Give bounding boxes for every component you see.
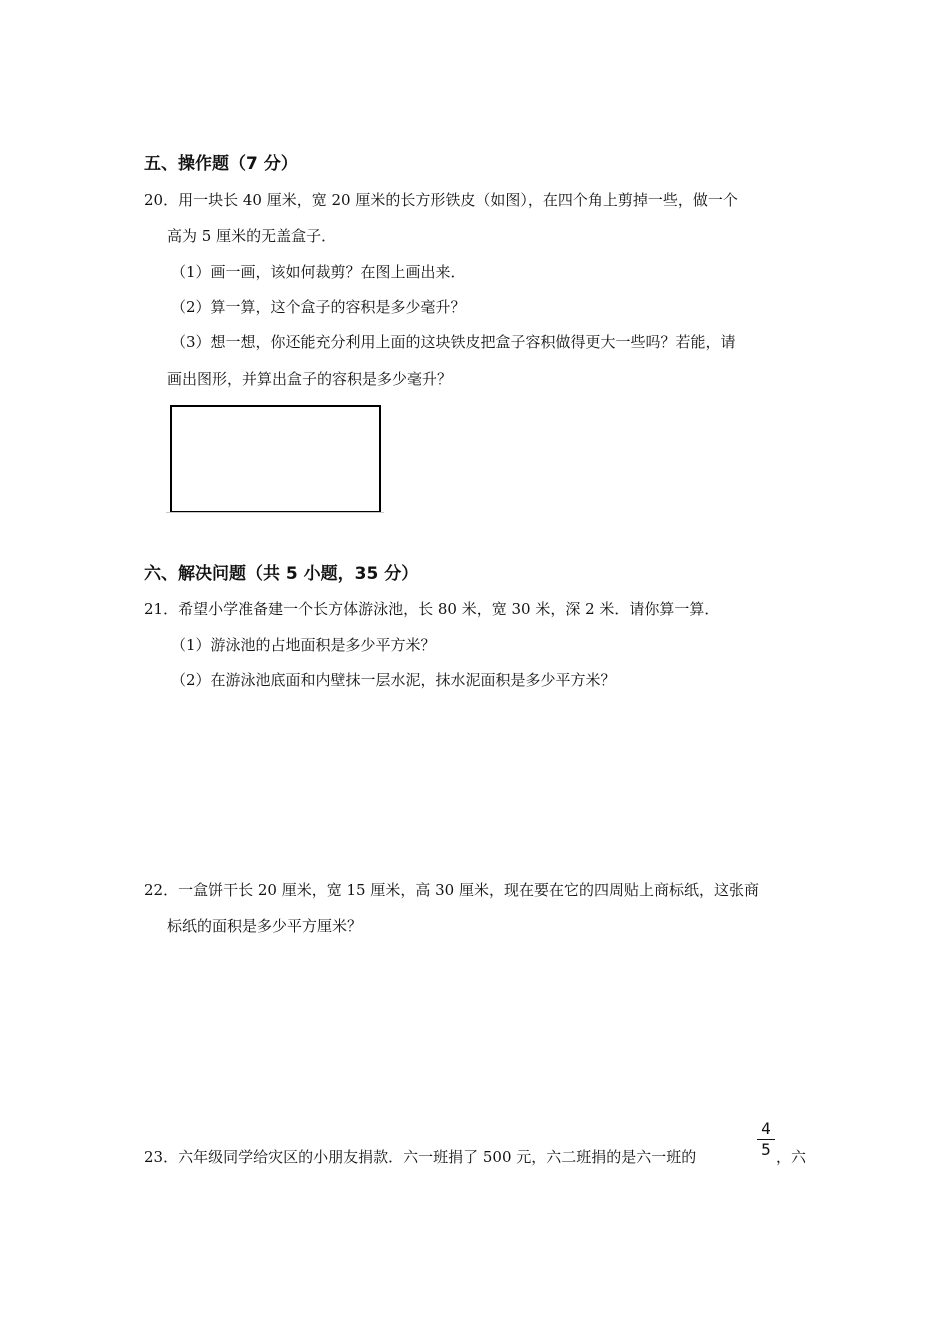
q20-sub3-line2: 画出图形，并算出盒子的容积是多少毫升？ bbox=[167, 370, 453, 388]
q23-line1: 23．六年级同学给灾区的小朋友捐款．六一班捐了 500 元，六二班捐的是六一班的 bbox=[144, 1148, 697, 1166]
q21-line1: 21．希望小学准备建一个长方体游泳池，长 80 米，宽 30 米，深 2 米．请你算一算． bbox=[144, 600, 720, 618]
q20-line2: 高为 5 厘米的无盖盒子． bbox=[167, 227, 337, 245]
q22-line2: 标纸的面积是多少平方厘米？ bbox=[167, 917, 363, 935]
q23-fraction bbox=[757, 1120, 775, 1159]
iron-sheet-rectangle-figure bbox=[170, 405, 381, 513]
fraction-denominator: 5 bbox=[761, 1140, 771, 1159]
figure-baseline bbox=[166, 512, 384, 513]
section-5-title: 五、操作题（7 分） bbox=[144, 154, 298, 174]
q21-sub1: （1）游泳池的占地面积是多少平方米？ bbox=[171, 636, 436, 654]
q20-sub1: （1）画一画，该如何裁剪？在图上画出来． bbox=[171, 263, 466, 281]
q22-line1: 22．一盒饼干长 20 厘米，宽 15 厘米，高 30 厘米，现在要在它的四周贴上商标纸，这张商 bbox=[144, 881, 759, 899]
q23-line1-tail: ，六 bbox=[776, 1148, 807, 1166]
fraction-numerator: 4 bbox=[761, 1119, 771, 1138]
q20-sub3-line1: （3）想一想，你还能充分利用上面的这块铁皮把盒子容积做得更大一些吗？若能，请 bbox=[171, 333, 736, 351]
q20-sub2: （2）算一算，这个盒子的容积是多少毫升？ bbox=[171, 298, 466, 316]
q21-sub2: （2）在游泳池底面和内壁抹一层水泥，抹水泥面积是多少平方米？ bbox=[171, 671, 616, 689]
section-6-title: 六、解决问题（共 5 小题，35 分） bbox=[144, 564, 419, 584]
q20-line1: 20．用一块长 40 厘米，宽 20 厘米的长方形铁皮（如图），在四个角上剪掉一些，做一个 bbox=[144, 191, 738, 209]
